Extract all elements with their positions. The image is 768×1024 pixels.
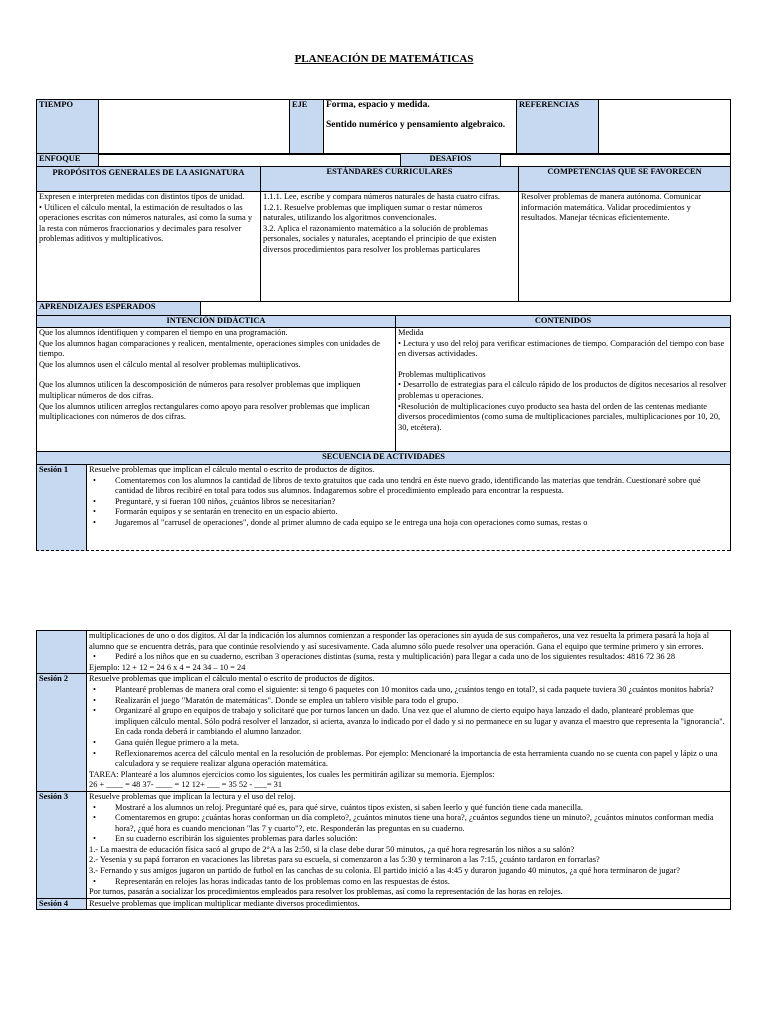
sesion-intro: Resuelve problemas que implican el cálculo mental o escrito de productos de dígitos. — [89, 465, 375, 474]
estandares-header: ESTÁNDARES CURRICULARES — [261, 167, 519, 192]
contenido-item: • Desarrollo de estrategias para el cálculo rápido de los productos de dígitos necesarios al resolver problemas u operaciones. — [398, 380, 727, 400]
secuencia-table — [36, 451, 731, 551]
list-item: • Comentaremos en grupo: ¿cuántas horas conforman un día completo?, ¿cuántos minutos tiene una hora?, ¿cuántos segundos tiene un minuto?, ¿cuántos minutos conforman media hora?, ¿qué hora es cuando mencionan "las 7 y cuarto"?, etc. Responderán las preguntas en su cuaderno. — [89, 813, 728, 834]
list-item: • Formarán equipos y se sentarán en trenecito en un espacio abierto. — [89, 507, 728, 518]
ejercicios-line: 26 + ____ = 48 37- ____ = 12 12+ ___ = 35 52 - ___= 31 — [89, 780, 283, 790]
intencion-cell — [37, 328, 396, 452]
proposito-item: • Utilicen el cálculo mental, la estimación de resultados o las operaciones escritas con números naturales, así como la suma y la resta con números fraccionarios y decimales para resolver problemas aditivos y multiplicativos. — [39, 202, 253, 244]
competencias-cell: Resolver problemas de manera autónoma. Comunicar información matemática. Validar procedimientos y resultados. Manejar técnicas eficientemente. — [519, 192, 731, 302]
sesion-1-cont-content — [87, 631, 731, 674]
sesion-1-cont-label — [37, 631, 87, 674]
list-item: • Reflexionaremos acerca del cálculo mental en la resolución de problemas. Por ejemplo: Mencionaré la importancia de esta herramienta cuando no se cuenta con papel y lápiz o una calculadora y se requiere realizar alguna operación matemática. — [89, 749, 728, 770]
aprendizajes-label: APRENDIZAJES ESPERADOS — [37, 302, 201, 316]
ejemplo-line: Ejemplo: 12 + 12 = 24 6 x 4 = 24 34 – 10 = 24 — [89, 662, 246, 672]
list-item: • Representarán en relojes las horas indicadas tanto de los problemas como en las respuestas de éstos. — [89, 877, 728, 888]
list-item: • Organizaré al grupo en equipos de trabajo y solicitaré que por turnos lancen un dado. Una vez que el alumno de cierto equipo haya lanzado el dado, plantearé problemas que impliquen cálculo mental. Sólo podrá resolver el lanzador, si acierta, avanza lo indicado por el dado y si no permanece en su lugar y avanza el maestro que representa la "ignorancia". En cada ronda deberá ir cambiando el alumno lanzador. — [89, 706, 728, 738]
sesion-paragraph: multiplicaciones de uno o dos dígitos. Al dar la indicación los alumnos comienzan a responder las operaciones sin ayuda de sus compañeros, una vez resuelta la primera pasará la hoja al alumno que se encuentra detrás, para que continúe resolviendo y así sucesivamente. Cada alumno sólo puede resolver una operación. Gana el equipo que termine primero y sin errores. — [89, 631, 710, 651]
header-table — [36, 99, 731, 155]
tarea-line: TAREA: Plantearé a los alumnos ejercicios como los siguientes, los cuales les permitirán agilizar su memoria. Ejemplos: — [89, 769, 495, 779]
enfoque-row — [36, 153, 731, 167]
intencion-item: Que los alumnos hagan comparaciones y realicen, mentalmente, operaciones simples con unidades de tiempo. — [39, 338, 380, 359]
competencias-header: COMPETENCIAS QUE SE FAVORECEN — [519, 167, 731, 192]
aprendizajes-value[interactable] — [201, 302, 731, 316]
secuencia-table-cont — [36, 630, 731, 910]
contenido-item: • Lectura y uso del reloj para verificar estimaciones de tiempo. Comparación del tiempo con base en diversas actividades. — [398, 338, 725, 359]
list-item: • Preguntaré, y si fueran 100 niños, ¿cuántos libros se necesitarían? — [89, 497, 728, 508]
sesion-intro: Resuelve problemas que implican el cálculo mental o escrito de productos de dígitos. — [89, 674, 375, 684]
problema-item: 1.- La maestra de educación física sacó al grupo de 2°A a las 2:50, si la clase debe durar 50 minutos, ¿a qué hora regresarán los niños a su salón? — [89, 844, 575, 854]
sesion-4-content — [87, 898, 731, 910]
proposito-item: Expresen e interpreten medidas con distintos tipos de unidad. — [39, 192, 245, 201]
desafios-value[interactable] — [501, 154, 731, 167]
list-item: • Comentaremos con los alumnos la cantidad de libros de texto gratuitos que cada uno tendrá en éste nuevo grado, identificando las materias que tendrán. Cuestionaré sobre qué cantidad de libros recibiré en total para todos sus alumnos. Indagaremos sobre el procedimiento empleado para encontrar la respuesta. — [89, 476, 728, 497]
page-break-line — [36, 550, 730, 551]
intencion-table — [36, 315, 731, 452]
estandares-cell — [261, 192, 519, 302]
estandar-item: 3.2. Aplica el razonamiento matemático a la solución de problemas personales, sociales y naturales, aceptando el principio de que existen diversos procedimientos para resolver los problemas particulares — [263, 223, 497, 254]
estandar-item: 1.2.1. Resuelve problemas que impliquen sumar o restar números naturales, utilizando los algoritmos convencionales. — [263, 202, 483, 223]
sesion-2-content — [87, 674, 731, 792]
contenido-item: Medida — [398, 328, 424, 337]
sesion-3-content — [87, 791, 731, 898]
sesion-1-content — [87, 465, 731, 551]
list-item: • Plantearé problemas de manera oral como el siguiente: si tengo 6 paquetes con 10 monitos cada uno, ¿cuántos tengo en total?, si cada paquete tuviera 30 ¿cuántos monitos habría? — [89, 685, 728, 696]
contenido-item: Problemas multiplicativos — [398, 369, 486, 379]
list-item: • Pediré a los niños que en su cuaderno, escriban 3 operaciones distintas (suma, resta y multiplicación) para llegar a cada uno de los siguientes resultados: 4816 72 36 28 — [89, 652, 728, 663]
list-item: • Jugaremos al "carrusel de operaciones", donde al primer alumno de cada equipo se le entrega una hoja con operaciones como sumas, restas o — [89, 518, 728, 529]
problema-item: 2.- Yesenia y su papá forraron en vacaciones las libretas para su escuela, si comenzaron a las 5:30 y terminaron a las 7:15, ¿cuánto tardaron en forrarlas? — [89, 855, 600, 865]
tiempo-value[interactable] — [99, 100, 290, 155]
sesion-3-label: Sesión 3 — [37, 791, 87, 898]
sesion-4-label: Sesión 4 — [37, 898, 87, 910]
tiempo-label: TIEMPO — [37, 100, 99, 155]
estandar-item: 1.1.1. Lee, escribe y compara números naturales de hasta cuatro cifras. — [263, 192, 500, 201]
list-item: • En su cuaderno escribirán los siguientes problemas para darles solución: — [89, 834, 728, 845]
referencias-label: REFERENCIAS — [517, 100, 599, 154]
eje-line-2: Sentido numérico y pensamiento algebraico. — [326, 120, 506, 130]
enfoque-label: ENFOQUE — [37, 154, 99, 167]
propositos-header: PROPÓSITOS GENERALES DE LA ASIGNATURA — [37, 167, 261, 192]
sesion-1-label: Sesión 1 — [37, 465, 87, 551]
list-item: • Mostraré a los alumnos un reloj. Preguntaré qué es, para qué sirve, cuántos tipos existen, si saben leerlo y qué función tiene cada manecilla. — [89, 803, 728, 814]
intencion-item: Que los alumnos usen el cálculo mental al resolver problemas multiplicativos. — [39, 359, 301, 369]
contenido-item: •Resolución de multiplicaciones cuyo producto sea hasta del orden de las centenas mediante diversos procedimientos (como suma de multiplicaciones parciales, multiplicaciones por 10, 20, 30, etcétera). — [398, 401, 721, 432]
list-item: • Gana quién llegue primero a la meta. — [89, 738, 728, 749]
propositos-cell — [37, 192, 261, 302]
propositos-table — [36, 166, 731, 302]
eje-value — [324, 100, 517, 155]
contenidos-cell — [396, 328, 731, 452]
intencion-item: Que los alumnos utilicen la descomposición de números para resolver problemas que impliquen multiplicar números de dos cifras. — [39, 380, 361, 400]
cierre-line: Por turnos, pasarán a socializar los procedimientos empleados para resolver los problemas, así como la representación de las horas en relojes. — [89, 887, 563, 897]
secuencia-header: SECUENCIA DE ACTIVIDADES — [37, 452, 731, 465]
eje-label: EJE — [290, 100, 324, 155]
sesion-2-label: Sesión 2 — [37, 674, 87, 792]
aprendizajes-row — [36, 301, 731, 316]
intencion-header: INTENCIÓN DIDÁCTICA — [37, 316, 396, 328]
desafios-label: DESAFIOS — [401, 154, 501, 167]
problema-item: 3.- Fernando y sus amigos jugaron un partido de futbol en las canchas de su colonia. El partido inició a las 4:45 y duraron jugando 40 minutos, ¿a qué hora terminaron de jugar? — [89, 866, 680, 876]
page-2 — [0, 630, 768, 1024]
page-gap — [0, 556, 768, 630]
list-item: • Realizarán el juego "Maratón de matemáticas". Donde se emplea un tablero visible para todo el grupo. — [89, 696, 728, 707]
intencion-item: Que los alumnos utilicen arreglos rectangulares como apoyo para resolver problemas que implican multiplicaciones con números de dos cifras. — [39, 401, 370, 422]
sesion-intro: Resuelve problemas que implican multiplicar mediante diversos procedimientos. — [89, 898, 360, 908]
sesion-intro: Resuelve problemas que implican la lectura y el uso del reloj. — [89, 791, 296, 801]
enfoque-value[interactable] — [99, 154, 401, 167]
contenidos-header: CONTENIDOS — [396, 316, 731, 328]
page-title: PLANEACIÓN DE MATEMÁTICAS — [294, 53, 474, 65]
intencion-item: Que los alumnos identifiquen y comparen el tiempo en una programación. — [39, 328, 288, 337]
referencias-cell — [517, 100, 731, 155]
eje-line-1: Forma, espacio y medida. — [326, 100, 430, 110]
